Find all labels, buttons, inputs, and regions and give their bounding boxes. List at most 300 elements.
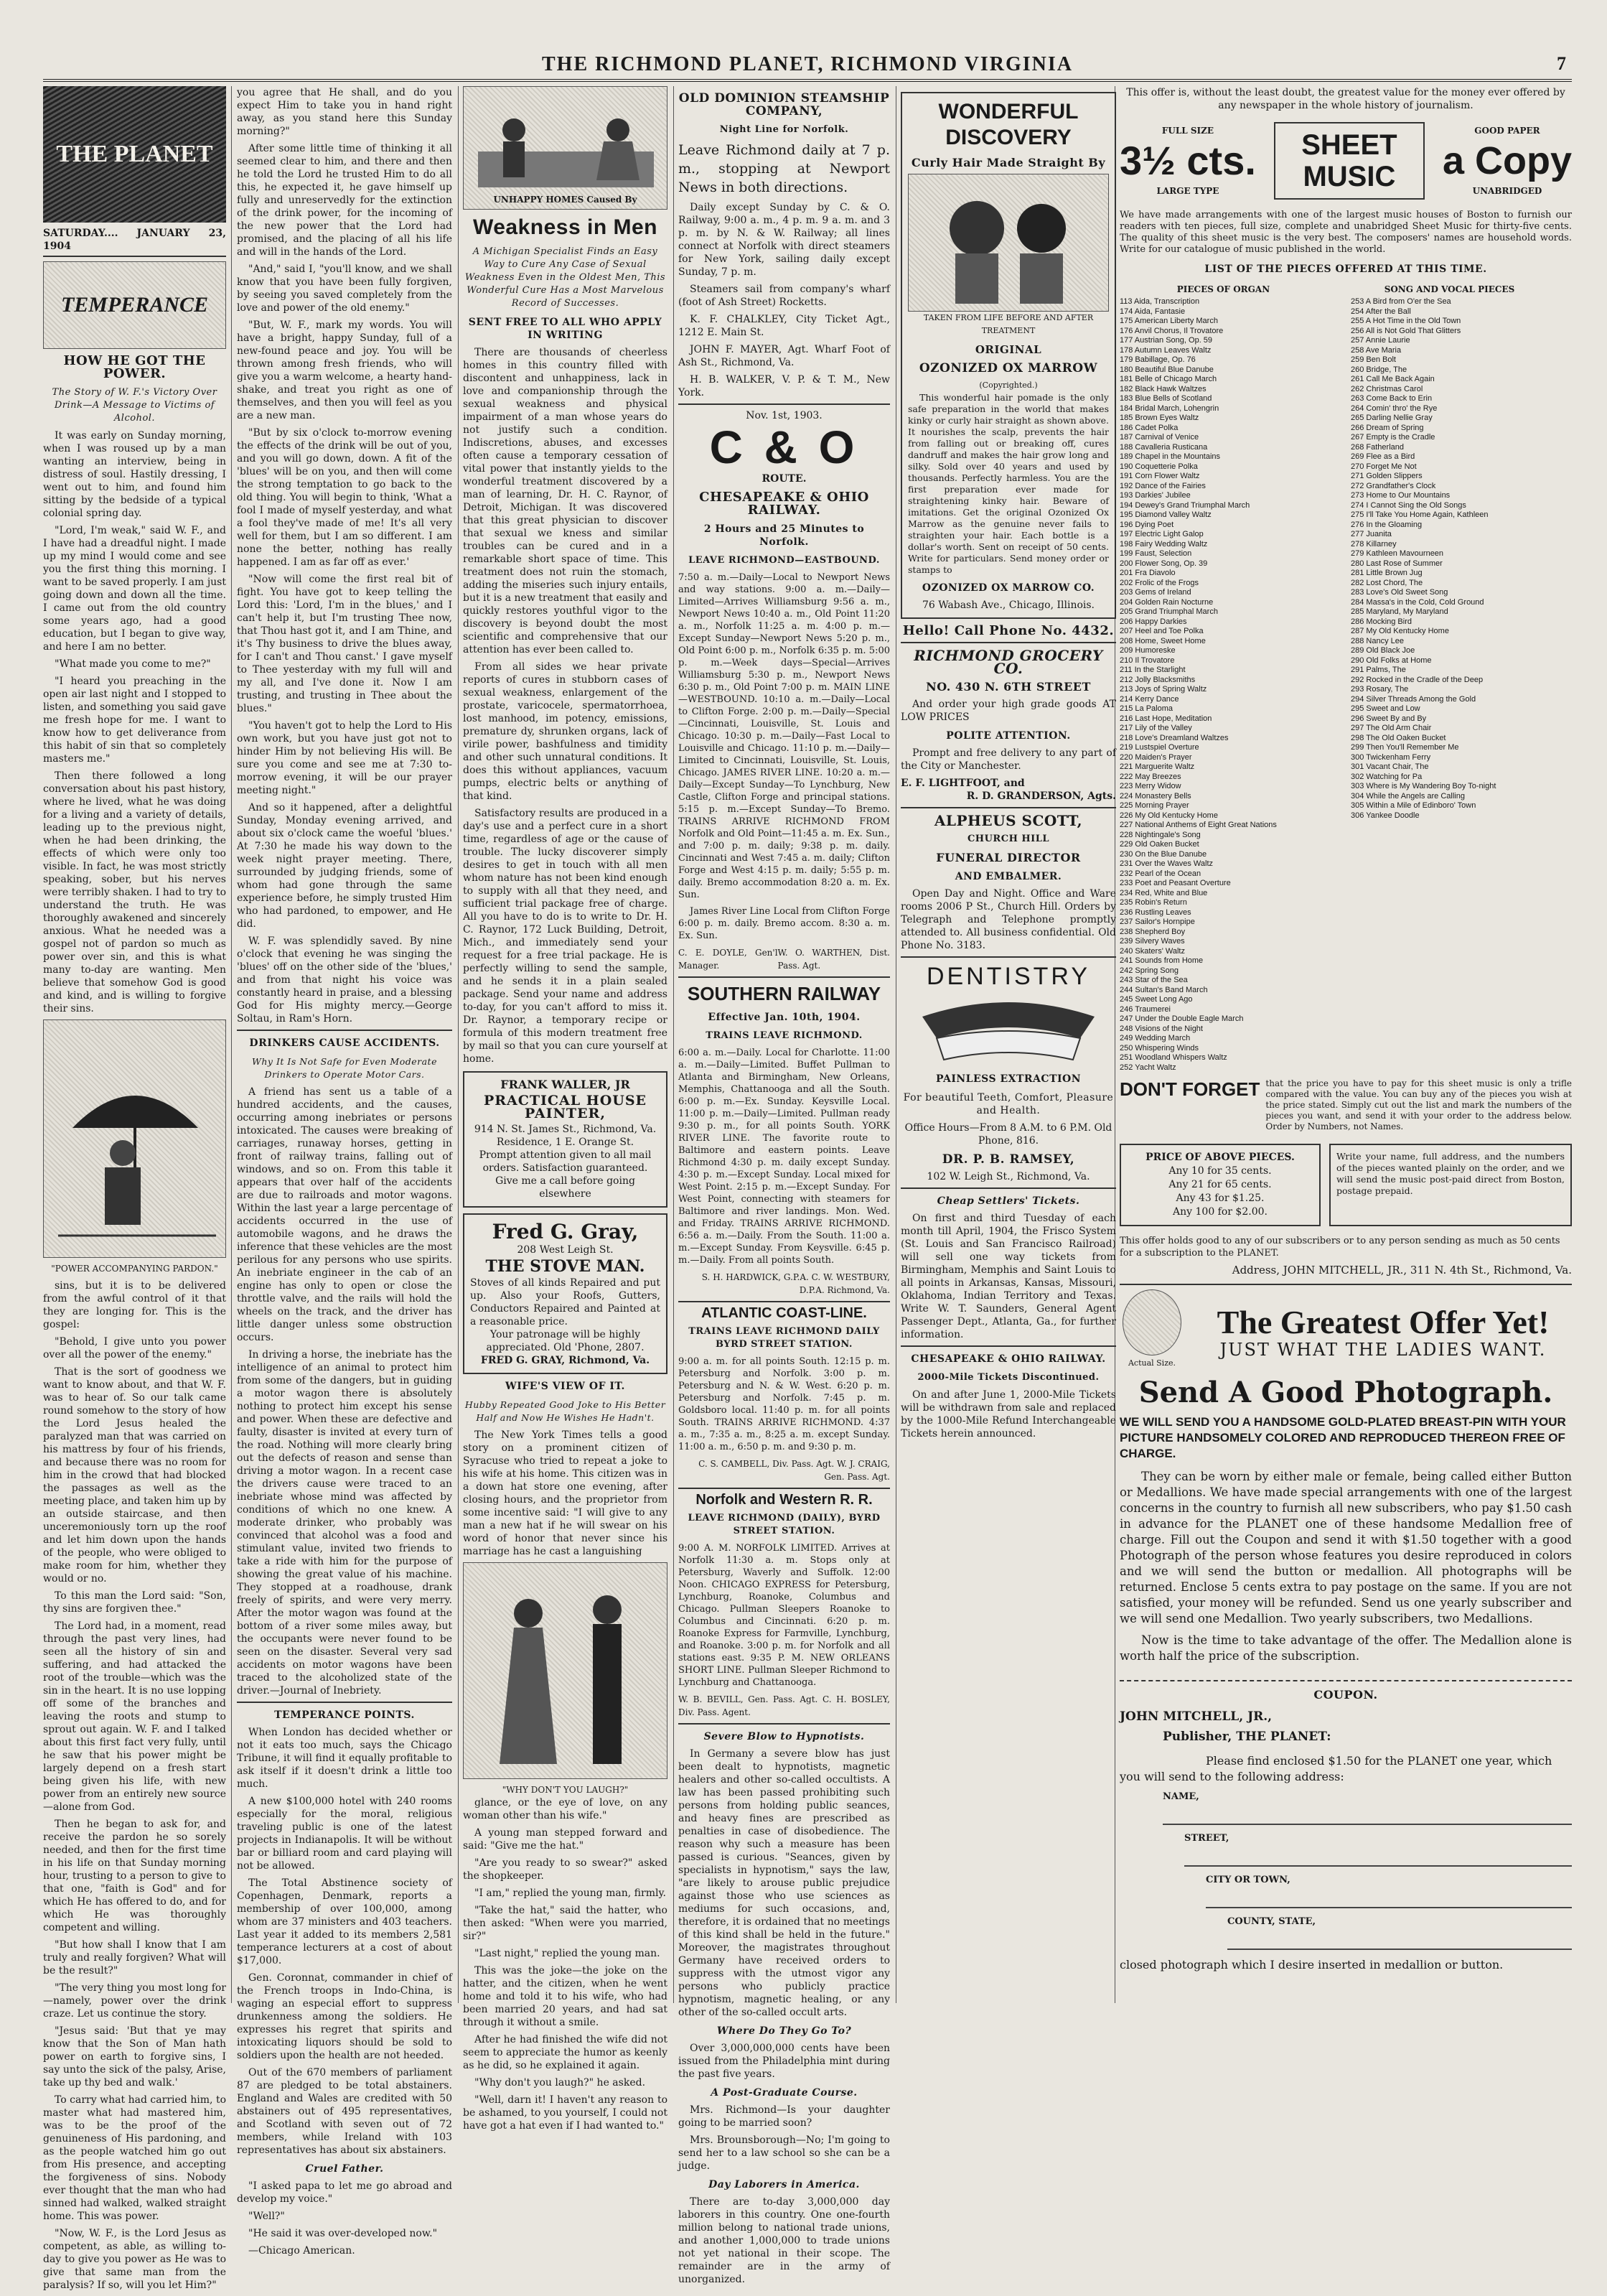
music-piece-item: 270 Forget Me Not <box>1351 462 1417 471</box>
music-piece-item: 283 Love's Old Sweet Song <box>1351 588 1448 597</box>
teeth-illustration <box>901 995 1116 1067</box>
music-piece-item: 306 Yankee Doodle <box>1351 811 1420 820</box>
music-piece-item: 196 Dying Poet <box>1120 520 1174 529</box>
as-paragraph: Open Day and Night. Office and Ware rooms 2006 P St., Church Hill. Orders by Telegraph and Telephone promptly attended to. All business confidential. Old Phone No. 3183. <box>901 888 1116 951</box>
music-piece-item: 177 Austrian Song, Op. 59 <box>1120 336 1213 345</box>
phone-notice: Hello! Call Phone No. 4432. <box>902 623 1115 638</box>
acl-signature: C. S. CAMBELL, Div. Pass. Agt. W. J. CRAIG, Gen. Pass. Agt. <box>698 1459 890 1482</box>
od-leave: Leave Richmond daily at 7 p. m., stopping at Newport News in both directions. <box>678 142 890 195</box>
music-piece-item: 291 Palms, The <box>1351 666 1406 674</box>
hyp-head: Severe Blow to Hypnotists. <box>703 1731 865 1742</box>
music-piece-item: 253 A Bird from O'er the Sea <box>1351 297 1451 306</box>
article-paragraph: "Why don't you laugh?" he asked. <box>474 2077 646 2089</box>
article-paragraph: The New York Times tells a good story on a prominent citizen of Syracuse who tried to repeat a joke to his wife at his home. This citizen was in a down hat store one evening, after closing hours, and the proprietor from some incentive said: "I will give to any man a new hat if he will swear on his word of honor that never since his marriage has he cast a languishing <box>463 1429 667 1557</box>
divider <box>901 1187 1116 1189</box>
waller-name: FRANK WALLER, JR <box>500 1078 630 1091</box>
article-paragraph: When London has decided whether or not it eats too much, says the Chicago Tribune, it will find it equally profitable to ask itself if it doesn't drink a little too much. <box>237 1727 452 1790</box>
divider <box>901 1345 1116 1347</box>
music-piece-item: 276 In the Gloaming <box>1351 520 1423 529</box>
why-dont-you-laugh-cartoon <box>463 1562 667 1779</box>
list-headers <box>1120 281 1572 297</box>
gray-signature: FRED G. GRAY, Richmond, Va. <box>480 1355 650 1366</box>
music-piece-item: 244 Sultan's Band March <box>1120 985 1208 994</box>
sheet-top-note: This offer is, without the least doubt, the greatest value for the money ever offered by any newspaper in the whole history of journalism. <box>1126 87 1565 111</box>
price-box-line: Any 10 for 35 cents. <box>1168 1165 1272 1177</box>
music-piece-item: 229 Old Oaken Bucket <box>1120 840 1199 849</box>
article-paragraph: "You haven't got to help the Lord to His own work, but you have just got not to hinder Him by not believing His will. Be sure you come and see me at 7:30 to-morrow evening, it will be our prayer meeting night." <box>237 720 452 796</box>
rg-paragraph: And order your high grade goods AT LOW PRICES <box>901 699 1116 723</box>
unhappy-homes-cartoon <box>463 86 667 210</box>
dont-forget: DON'T FORGET <box>1120 1078 1260 1100</box>
divider <box>678 403 890 405</box>
music-piece-item: 299 Then You'll Remember Me <box>1351 743 1459 752</box>
music-piece-item: 216 Last Hope, Meditation <box>1120 714 1212 723</box>
music-piece-item: 255 A Hot Time in the Old Town <box>1351 317 1461 325</box>
gray-name: Fred G. Gray, <box>492 1220 639 1243</box>
sr-agents: S. H. HARDWICK, G.P.A. C. W. WESTBURY, D.P.A. Richmond, Va. <box>701 1272 890 1295</box>
music-piece-item: 224 Monastery Bells <box>1120 791 1191 801</box>
waller-ad <box>463 1071 667 1208</box>
article-paragraph: Gen. Coronnat, commander in chief of the French troops in Indo-China, is waging an especial effort to suppress drunkenness among the soldiers. He expresses his regret that spirits and intoxicating liquors should be sold to soldiers upon the health are not heeded. <box>237 1972 452 2061</box>
man-with-umbrella-icon <box>44 1020 227 1257</box>
music-piece-item: 218 Love's Dreamland Waltzes <box>1120 733 1229 742</box>
wd-product: OZONIZED OX MARROW <box>919 361 1098 375</box>
dent-address: 102 W. Leigh St., Richmond, Va. <box>927 1171 1090 1182</box>
divider <box>901 642 1116 643</box>
wonderful-discovery-ad <box>901 92 1116 619</box>
article-paragraph: "He said it was over-developed now." <box>248 2228 438 2239</box>
article-paragraph: "But by six o'clock to-morrow evening the effects of the drink will be out of you, and you will go down, down. A fit of the 'blues' will be on you, and then will come the strong temptation to go back to the old thing. You will begin to think, 'What a fool I made of myself yesterday, and what a fool they've made of me! It's all very well for them, but I am so different. I am none the better, nothing has really happened. I am as far off as ever.' <box>237 427 452 568</box>
article-paragraph: The Total Abstinence society of Copenhagen, Denmark, reports a membership of over 100,000, among whom are 37 ministers and 403 teachers. Last year it added to its members 2,581 temperance lecturers at a cost of about $17,000. <box>237 1877 452 1966</box>
article-paragraph: "Lord, I'm weak," said W. F., and I have had a dreadful night. I made up my mind I would come and see you the first thing this morning. I want to be saved properly. I am just going down and down all the time. I came out from the old country some years ago, had a good education, but I began to give way, and here I am no better. <box>43 525 226 653</box>
music-piece-item: 247 Under the Double Eagle March <box>1120 1014 1244 1023</box>
waller-trade: PRACTICAL HOUSE PAINTER, <box>483 1093 647 1121</box>
music-piece-item: 181 Belle of Chicago March <box>1120 375 1217 383</box>
music-piece-item: 220 Maiden's Prayer <box>1120 752 1192 762</box>
co-leave: LEAVE RICHMOND—EASTBOUND. <box>688 555 880 566</box>
music-piece-item: 183 Blue Bells of Scotland <box>1120 394 1212 403</box>
offer-address: Address, JOHN MITCHELL, JR., 311 N. 4th St., Richmond, Va. <box>1232 1264 1572 1277</box>
subhead-power: The Story of W. F.'s Victory Over Drink—A Message to Victims of Alcohol. <box>52 387 217 424</box>
music-piece-item: 272 Grandfather's Clock <box>1351 481 1436 490</box>
music-piece-item: 240 Skaters' Waltz <box>1120 946 1185 956</box>
music-piece-item: 258 Ave Maria <box>1351 345 1402 355</box>
music-piece-item: 175 American Liberty March <box>1120 317 1218 325</box>
divider <box>1120 1284 1572 1285</box>
gray-ad <box>463 1213 667 1374</box>
medallion-portrait-icon <box>1123 1289 1181 1355</box>
cartoon-caption: UNHAPPY HOMES Caused By <box>493 195 637 205</box>
music-piece-item: 256 All is Not Gold That Glitters <box>1351 326 1461 335</box>
acl-sub: TRAINS LEAVE RICHMOND DAILY BYRD STREET STATION. <box>688 1326 880 1350</box>
as-head: ALPHEUS SCOTT, <box>934 812 1083 829</box>
sr-leave: TRAINS LEAVE RICHMOND. <box>706 1030 863 1041</box>
gray-title: THE STOVE MAN. <box>485 1257 645 1276</box>
where-head: Where Do They Go To? <box>716 2025 852 2037</box>
music-piece-item: 210 Il Trovatore <box>1120 655 1175 665</box>
music-piece-item: 203 Gems of Ireland <box>1120 588 1191 597</box>
column-2 <box>237 86 452 2262</box>
before-after-portrait-icon <box>909 174 1110 311</box>
coupon-title: COUPON. <box>1313 1688 1378 1702</box>
music-piece-item: 213 Joys of Spring Waltz <box>1120 685 1207 694</box>
music-piece-item: 200 Flower Song, Op. 39 <box>1120 559 1208 568</box>
music-piece-item: 290 Old Folks at Home <box>1351 655 1432 665</box>
couple-standing-icon <box>464 1563 668 1778</box>
music-piece-item: 211 In the Starlight <box>1120 666 1186 674</box>
list-right-head: SONG AND VOCAL PIECES <box>1384 284 1515 294</box>
music-piece-item: 215 La Paloma <box>1120 704 1173 713</box>
music-piece-item: 221 Marguerite Waltz <box>1120 762 1195 771</box>
music-piece-item: 197 Electric Light Galop <box>1120 530 1204 538</box>
music-piece-item: 241 Sounds from Home <box>1120 956 1204 965</box>
music-piece-item: 284 Massa's in the Cold, Cold Ground <box>1351 597 1484 607</box>
article-paragraph: Then he began to ask for, and receive the pardon he so sorely needed, and then for the first time in his life on that Sunday morning hour, trusting to a person to give to that one, "faith is God" and for which He has offered to do, and for which He was thoroughly competent and willing. <box>43 1819 226 1933</box>
nw-head: Norfolk and Western R. R. <box>695 1492 873 1508</box>
article-paragraph: "I heard you preaching in the open air last night and I stopped to listen, and something you said gave me fresh hope for me. I want to know how to get deliverance from this habit of sin that so completely masters me." <box>43 676 226 765</box>
music-piece-item: 198 Fairy Wedding Waltz <box>1120 539 1208 549</box>
article-paragraph: you agree that He shall, and do you expect Him to take you in hand right away, as you stand here this Sunday morning?" <box>237 87 452 137</box>
wd-head: WONDERFUL DISCOVERY <box>938 100 1079 149</box>
article-paragraph: After he had finished the wife did not seem to appreciate the humor as keenly as he did, so he explained it again. <box>463 2034 667 2071</box>
dl-head: Day Laborers in America. <box>708 2179 860 2190</box>
music-piece-item: 250 Whispering Winds <box>1120 1043 1199 1053</box>
gray-address: 208 West Leigh St. <box>517 1244 614 1256</box>
planet-logo-text: THE PLANET <box>56 141 213 167</box>
good-paper: GOOD PAPER <box>1474 126 1540 136</box>
sent-free-head: SENT FREE TO ALL WHO APPLY IN WRITING <box>468 317 662 341</box>
music-piece-item: 289 Old Black Joe <box>1351 646 1415 655</box>
music-piece-item: 262 Christmas Carol <box>1351 384 1423 393</box>
wd-copy: (Copyrighted.) <box>979 381 1038 390</box>
field-city-label: CITY OR TOWN, <box>1206 1875 1290 1885</box>
article-paragraph: Mrs. Brounsborough—No; I'm going to send her to a law school so she can be a judge. <box>678 2134 890 2172</box>
od-paragraph: Steamers sail from company's wharf (foot of Ash Street) Rocketts. <box>678 284 890 308</box>
music-piece-item: 205 Grand Triumphal March <box>1120 607 1218 616</box>
sheet-list-title: LIST OF THE PIECES OFFERED AT THIS TIME. <box>1204 263 1487 275</box>
subhead-accidents: Why It Is Not Safe for Even Moderate Drinkers to Operate Motor Cars. <box>252 1056 437 1080</box>
large-type: LARGE TYPE <box>1156 186 1219 196</box>
article-paragraph: "And," said I, "you'll know, and we shall know that you have been fully forgiven, by seeing you saved completely from the love and power of the old enemy." <box>237 263 452 314</box>
music-piece-item: 182 Black Hawk Waltzes <box>1120 384 1207 393</box>
music-piece-item: 190 Coquetterie Polka <box>1120 462 1198 471</box>
coupon-foot: closed photograph which I desire inserted in medallion or button. <box>1120 1958 1504 1971</box>
music-piece-item: 266 Dream of Spring <box>1351 423 1424 432</box>
od-paragraph: JOHN F. MAYER, Agt. Wharf Foot of Ash St., Richmond, Va. <box>678 344 890 368</box>
rg-head: RICHMOND GROCERY CO. <box>914 647 1103 677</box>
waller-prompt: Prompt attention given to all mail orders. Satisfaction guaranteed. <box>479 1149 652 1174</box>
music-piece-item: 243 Star of the Sea <box>1120 976 1188 984</box>
music-piece-item: 267 Empty is the Cradle <box>1351 433 1435 442</box>
article-paragraph: There are to-day 3,000,000 day laborers in this country. One one-fourth million belong to national trade unions, and another 1,000,000 to trade unions not yet national in their scope. The remainder are in the army of unorganized. <box>678 2196 890 2285</box>
column-rule <box>458 86 459 2003</box>
pg-head: A Post-Graduate Course. <box>711 2087 858 2099</box>
rg-sig2: R. D. GRANDERSON, Agts. <box>966 790 1116 802</box>
medallion-block <box>1120 1289 1184 1371</box>
dont-forget-row <box>1120 1078 1572 1132</box>
article-paragraph: "Last night," replied the young man. <box>474 1948 660 1959</box>
music-piece-item: 193 Darkies' Jubilee <box>1120 491 1191 500</box>
music-piece-item: 195 Diamond Valley Waltz <box>1120 510 1212 519</box>
music-piece-item: 228 Nightingale's Song <box>1120 830 1201 839</box>
article-paragraph: sins, but it is to be delivered from the awful control of it that they are longing for. This is the gospel: <box>43 1280 226 1330</box>
actual-size: Actual Size. <box>1128 1358 1176 1368</box>
music-piece-item: 187 Carnival of Venice <box>1120 433 1199 442</box>
music-piece-item: 230 On the Blue Danube <box>1120 849 1207 859</box>
co-date: Nov. 1st, 1903. <box>746 410 823 421</box>
column-rule <box>231 86 232 2003</box>
music-piece-item: 178 Autumn Leaves Waltz <box>1120 345 1212 355</box>
music-piece-item: 280 Last Rose of Summer <box>1351 559 1443 568</box>
music-piece-item: 302 Watching for Pa <box>1351 772 1423 781</box>
music-piece-item: 248 Visions of the Night <box>1120 1024 1203 1033</box>
music-piece-item: 231 Over the Waves Waltz <box>1120 859 1214 868</box>
article-paragraph: To this man the Lord said: "Son, thy sins are forgiven thee." <box>43 1590 226 1615</box>
music-piece-item: 285 Maryland, My Maryland <box>1351 607 1448 616</box>
music-piece-item: 235 Robin's Return <box>1120 898 1187 907</box>
music-piece-item: 277 Juanita <box>1351 530 1392 538</box>
article-paragraph: On and after June 1, 2000-Mile Tickets will be withdrawn from sale and replaced by the 1000-Mile Refund Interchangeable Tickets herein announced. <box>901 1389 1116 1439</box>
gp-paragraph: Now is the time to take advantage of the offer. The Medallion alone is worth half the price of the subscription. <box>1120 1633 1572 1663</box>
article-paragraph: Over 3,000,000,000 cents have been issued from the Philadelphia mint during the past five years. <box>678 2043 890 2080</box>
wd-sub: Curly Hair Made Straight By <box>911 156 1106 169</box>
article-paragraph: "Are you ready to so swear?" asked the shopkeeper. <box>463 1857 667 1882</box>
street-field[interactable] <box>1184 1847 1572 1867</box>
waller-residence: Residence, 1 E. Orange St. <box>496 1137 634 1148</box>
city-field[interactable] <box>1206 1888 1572 1908</box>
music-piece-item: 259 Ben Bolt <box>1351 355 1396 364</box>
list-left-head: PIECES OF ORGAN <box>1176 284 1270 294</box>
music-piece-item: 223 Merry Widow <box>1120 782 1181 790</box>
music-piece-item: 219 Lustspiel Overture <box>1120 743 1199 752</box>
gray-text: Stoves of all kinds Repaired and put up. Also your Roofs, Gutters, Conductors Repaired and Painted at a reasonable price. <box>470 1277 660 1327</box>
music-piece-item: 199 Faust, Selection <box>1120 549 1192 558</box>
headline-wife: WIFE'S VIEW OF IT. <box>505 1381 625 1392</box>
wd-orig: ORIGINAL <box>975 343 1042 356</box>
co-schedule: 7:50 a. m.—Daily—Local to Newport News and way stations. 9:00 a. m.—Daily—Limited—Arrives Williamsburg 9:56 a. m., Newport News 10:40 a. m., Old Point 11:20 a. m., Norfolk 11:25 a. m. 4:00 p. m.—Except Sunday—Newport News 5:20 p. m., Old Point 6:00 p. m., Norfolk 6:35 p. m. 5:00 p. m.—Week days—Special—Arrives Williamsburg 5:30 p. m., Newport News 6:30 p. m., Old Point 7:00 p. m. MAIN LINE—WESTBOUND. 10:10 a. m.—Daily—Local to Clifton Forge. 2:00 p. m.—Daily—Special—Cincinnati, Louisville, St. Louis and Chicago. 10:30 p. m.—Daily—Fast Local to Louisville and Chicago. 11:10 p. m.—Daily—Limited to Cincinnati, Louisville, St. Louis, Chicago. JAMES RIVER LINE. 10:20 a. m.—Daily—Except Sunday—To Lynchburg, New Castle, Clifton Forge and principal stations. 5:15 p. m.—Except Sunday—To Bremo. TRAINS ARRIVE RICHMOND FROM Norfolk and Old Point—11:45 a. m. Ex. Sun., and 7:00 p. m. daily; 9:38 p. m. daily. Cincinnati and West 7:45 a. m. daily; Clifton Forge and West 4:15 p. m. daily; 5:55 p. m. daily. Bremo accommodation 8:20 a. m. Ex. Sun. <box>678 572 890 900</box>
dont-forget-text: that the price you have to pay for this sheet music is only a trifle compared with the value. You can buy any of the pieces you wish at the price stated. Simply cut out the list and mark the numbers of the pieces you want, and send it with your order to the address below. Order by Numbers, not Names. <box>1265 1078 1572 1131</box>
music-piece-item: 305 Within a Mile of Edinboro' Town <box>1351 801 1476 810</box>
music-piece-item: 292 Rocked in the Cradle of the Deep <box>1351 675 1484 684</box>
gp-paragraph: They can be worn by either male or female, being called either Button or Medallions. We have made special arrangements with one of the largest concerns in the country to furnish all new subscribers, who pay $1.50 cash in advance for the PLANET one of these handsome Medallion free of charge. Fill out the Coupon and send it with $1.50 together with a good Photograph of the person whose features you desire reproduced in colors and we will send the button or medallion. All photographs will be returned. Enclose 5 cents extra to pay postage on the same. If you are not satisfied, your money will be refunded. Send us one yearly subscriber and we will send one Medallion. Two yearly subscribers, two Medallions. <box>1120 1470 1572 1625</box>
music-piece-item: 279 Kathleen Mavourneen <box>1351 549 1444 558</box>
article-paragraph: Then there followed a long conversation about his past history, where he lived, what he was doing for a living and a variety of details, leading up to the previous night, when he had been drinking, the effects of which were only too visible. In fact, he was most strictly speaking, sober, but his nerves were terribly shaken. I had to try to understand the truth. He was thoroughly awakened and sincerely anxious. What he needed was a gospel not of pardon so much as power over sin, and this is what many to-day are wanting. Men believe that somehow God is good and kind, and is willing to forgive their sins. <box>43 770 226 1014</box>
article-paragraph: A friend has sent us a table of a hundred accidents, and the causes, occurring among inebriates or persons intoxicated. The causes were breaking of carriages, runaway horses, getting in front of railway trains, falling out of windows, and so on. From this table it appears that over half of the accidents are due to railroads and motor wagons. Within the last year a large percentage of accidents occurred in the use of automobile wagons, and he draws the inference that these vehicles are the most perilous for any persons who use spirits. An inebriate engineer in the cab of an engine has only to open or close the throttle valve, and the rails will hold the wheels on the track, and the driver has little danger unless some obstruction occurs. <box>237 1086 452 1343</box>
nw-sub: LEAVE RICHMOND (DAILY), BYRD STREET STATION. <box>688 1513 881 1536</box>
music-piece-item: 254 After the Ball <box>1351 307 1411 316</box>
field-county-label: COUNTY, STATE, <box>1227 1916 1316 1927</box>
music-piece-item: 251 Woodland Whispers Waltz <box>1120 1053 1227 1062</box>
co-name: CHESAPEAKE & OHIO RAILWAY. <box>699 490 869 518</box>
cartoon2-caption: "WHY DON'T YOU LAUGH?" <box>502 1785 629 1795</box>
article-paragraph: "Now, W. F., is the Lord Jesus as competent, as able, as willing to-day to give you power as He was to give that same man from the paralysis? If so, will you let Him?" <box>43 2228 226 2291</box>
divider <box>678 976 890 978</box>
music-piece-item: 288 Nancy Lee <box>1351 636 1404 645</box>
co-doyle: C. E. DOYLE, Gen'l Manager. <box>678 948 778 971</box>
co-signatures <box>678 946 890 972</box>
price-box-head: PRICE OF ABOVE PIECES. <box>1145 1152 1295 1163</box>
article-paragraph: "The very thing you most long for—namely, power over the drink craze. Let us continue the story. <box>43 1982 226 2020</box>
divider <box>901 956 1116 958</box>
greatest-titles <box>1194 1303 1572 1358</box>
article-paragraph: This was the joke—the joke on the hatter, and the citizen, when he went home and told it to his wife, who had been married 20 years, and had sat through it without a smile. <box>463 1965 667 2028</box>
as-emb: AND EMBALMER. <box>955 871 1062 882</box>
column-6 <box>1120 86 1572 1973</box>
issue-date: SATURDAY.... JANUARY 23, 1904 <box>43 227 226 257</box>
subhead-weakness: A Michigan Specialist Finds an Easy Way to Cure Any Case of Sexual Weakness Even in the Oldest Men, This Wonderful Cure Has a Most Marvelous Record of Successes. <box>464 246 666 309</box>
music-piece-item: 176 Anvil Chorus, Il Trovatore <box>1120 326 1224 335</box>
temperance-banner <box>43 261 226 349</box>
music-piece-item: 192 Dance of the Fairies <box>1120 481 1206 490</box>
music-piece-item: 188 Cavalleria Rusticana <box>1120 442 1208 452</box>
article-paragraph: glance, or the eye of love, on any woman other than his wife." <box>463 1797 667 1821</box>
rg-paragraph: Prompt and free delivery to any part of the City or Manchester. <box>901 747 1116 772</box>
article-paragraph: W. F. was splendidly saved. By nine o'clock that evening he was singing the 'blues' off on the other side of the 'blues,' and from that night his voice was constantly heard in praise, and a blessing God for His mighty mercy.—George Soltau, in Ram's Horn. <box>237 935 452 1025</box>
sheet-music-banner <box>1120 116 1572 205</box>
article-paragraph: "Behold, I give unto you power over all the power of the enemy." <box>43 1336 226 1361</box>
illustration-caption: "POWER ACCOMPANYING PARDON." <box>51 1264 218 1274</box>
music-piece-item: 271 Golden Slippers <box>1351 472 1423 480</box>
a-copy: a Copy <box>1442 139 1572 182</box>
denture-icon <box>901 995 1116 1067</box>
sheet-music-list <box>1120 297 1572 1073</box>
acl-head: ATLANTIC COAST-LINE. <box>701 1305 867 1321</box>
field-street-label: STREET, <box>1184 1833 1229 1844</box>
divider <box>678 1301 890 1302</box>
name-field[interactable] <box>1163 1805 1572 1825</box>
article-paragraph: "I asked papa to let me go abroad and develop my voice." <box>237 2180 452 2205</box>
waller-call: Give me a call before going elsewhere <box>495 1175 635 1200</box>
county-field[interactable] <box>1227 1930 1572 1950</box>
price-box-row <box>1120 1138 1572 1232</box>
music-piece-item: 281 Little Brown Jug <box>1351 569 1423 577</box>
rg-polite: POLITE ATTENTION. <box>946 730 1071 742</box>
music-piece-item: 294 Silver Threads Among the Gold <box>1351 694 1476 704</box>
sheet-music-title: SHEET MUSIC <box>1274 122 1425 200</box>
dent-p1: PAINLESS EXTRACTION <box>935 1073 1082 1085</box>
column-5 <box>901 86 1116 1445</box>
article-paragraph: In Germany a severe blow has just been dealt to hypnotists, magnetic healers and other so-called occultists. A law has been passed prohibiting such persons from holding public seances, and heavy fines are prescribed as penalties in case of disobedience. The reason why such a measure has been passed is curious. "Seances, given by specialists in hypnotism," says the law, "are likely to arouse public prejudice against those who use sciences as mediums for such occasions, and, therefore, it is ordained that no meetings of this kind shall be held in the future." Moreover, the magistrates throughout Germany have received orders to suppress with the utmost vigor any persons who publicly practice hypnotism, magnetic healing, or any other of the so-called occult arts. <box>678 1748 890 2018</box>
music-piece-item: 275 I'll Take You Home Again, Kathleen <box>1351 510 1489 519</box>
sheet-price: 3½ cts. <box>1120 138 1256 183</box>
article-paragraph: "Jesus said: 'But that ye may know that the Son of Man hath power on earth to forgive sins, I say unto the sick of the palsy, Arise, take up thy bed and walk.' <box>43 2025 226 2089</box>
wd-address: 76 Wabash Ave., Chicago, Illinois. <box>922 599 1095 611</box>
st-head: Cheap Settlers' Tickets. <box>937 1195 1080 1207</box>
gray-patronage: Your patronage will be highly appreciated. Old 'Phone, 2807. <box>486 1329 645 1353</box>
music-piece-item: 286 Mocking Bird <box>1351 617 1412 626</box>
article-paragraph: "But, W. F., mark my words. You will have a bright, happy Sunday, full of a new-found peace and joy. You will be thrown among fresh friends, who will give you a warm welcome, a hearty hand-shake, and treat you right as one of themselves, and then you will feel as you are a new man. <box>237 319 452 421</box>
rg-sig1: E. F. LIGHTFOOT, and <box>901 778 1025 789</box>
music-piece-item: 233 Poet and Peasant Overture <box>1120 879 1231 887</box>
music-piece-item: 180 Beautiful Blue Danube <box>1120 365 1214 374</box>
article-paragraph: Mrs. Richmond—Is your daughter going to be married soon? <box>678 2104 890 2129</box>
music-piece-item: 184 Bridal March, Lohengrin <box>1120 403 1219 413</box>
music-piece-item: 260 Bridge, The <box>1351 365 1407 374</box>
article-paragraph: And so it happened, after a delightful Sunday, Monday evening arrived, and about six o'clock came the woeful 'blues.' At 7:30 he made his way down to the week night prayer meeting. There, surrounded by judging friends, some of whom had gone through the same experience before, he simply trusted Him who had pardoned, to empower, and He did. <box>237 802 452 930</box>
od-head: OLD DOMINION STEAMSHIP COMPANY, <box>678 91 890 118</box>
co-warthen: W. O. WARTHEN, Dist. Pass. Agt. <box>777 948 890 971</box>
music-piece-item: 189 Chapel in the Mountains <box>1120 452 1221 461</box>
music-piece-item: 212 Jolly Blacksmiths <box>1120 675 1196 684</box>
sr-schedule: 6:00 a. m.—Daily. Local for Charlotte. 11:00 a. m.—Daily—Limited. Buffet Pullman to Atlanta and Birmingham, New Orleans, Memphis, Chattanooga and all the South. 6:00 p. m.—Ex. Sunday. Keysville Local. 11:00 p. m.—Daily—Limited. Pullman ready 9:30 p. m., for all points South. YORK RIVER LINE. The favorite route to Baltimore and eastern points. Leave Richmond 4:30 p. m. daily except Sunday. 4:30 p. m.—Except Sunday. Local mixed for West Point. 2:15 p. m.—Except Sunday. For West Point, connecting with steamers for Baltimore and river landings. Mon. Wed. and Friday. TRAINS ARRIVE RICHMOND. 6:56 a. m.—Daily. From the South. 11:00 a. m.—Except Sunday. From Keysville. 6:45 p. m.—Daily. From all points South. <box>678 1047 890 1266</box>
music-piece-item: 265 Darling Nellie Gray <box>1351 414 1433 422</box>
co2-disc: 2000-Mile Tickets Discontinued. <box>917 1372 1100 1383</box>
sheet-intro: We have made arrangements with one of the largest music houses of Boston to furnish our readers with ten pieces, full size, complete and unabridged Sheet Music for thirty-five cents. The quality of this sheet music is the very best. The composers' names are household words. Write for our catalogue of music published in the world. <box>1120 210 1572 255</box>
subhead-wife: Hubby Repeated Good Joke to His Better Half and Now He Wishes He Hadn't. <box>464 1399 666 1423</box>
music-piece-item: 287 My Old Kentucky Home <box>1351 627 1449 635</box>
rg-address: NO. 430 N. 6TH STREET <box>926 680 1091 694</box>
dent-p2: For beautiful Teeth, Comfort, Pleasure and Health. <box>903 1092 1114 1116</box>
music-piece-item: 185 Brown Eyes Waltz <box>1120 414 1199 422</box>
wd-caption: TAKEN FROM LIFE BEFORE AND AFTER TREATMENT <box>923 313 1094 335</box>
dent-p3: Office Hours—From 8 A.M. to 6 P.M. Old Phone, 816. <box>904 1122 1112 1147</box>
greatest-title: The Greatest Offer Yet! <box>1217 1304 1550 1340</box>
we-will-send: WE WILL SEND YOU A HANDSOME GOLD-PLATED BREAST-PIN WITH YOUR PICTURE HANDSOMELY COLORED AND REPRODUCED THEREON FREE OF CHARGE. <box>1120 1415 1566 1460</box>
music-piece-item: 263 Come Back to Erin <box>1351 394 1433 403</box>
music-piece-item: 217 Lily of the Valley <box>1120 724 1192 732</box>
music-piece-item: 269 Flee as a Bird <box>1351 452 1415 461</box>
music-piece-item: 301 Vacant Chair, The <box>1351 762 1429 771</box>
music-piece-item: 264 Comin' thro' the Rye <box>1351 403 1438 413</box>
music-piece-item: 246 Traumerei <box>1120 1004 1171 1014</box>
greatest-offer-head <box>1120 1289 1572 1371</box>
price-box <box>1120 1144 1321 1226</box>
article-paragraph: —Chicago American. <box>248 2245 355 2257</box>
music-piece-item: 236 Rustling Leaves <box>1120 907 1191 917</box>
music-piece-item: 191 Corn Flower Waltz <box>1120 472 1200 480</box>
masthead-title: THE RICHMOND PLANET, RICHMOND VIRGINIA <box>541 53 1073 75</box>
music-piece-item: 295 Sweet and Low <box>1351 704 1420 713</box>
co-time: 2 Hours and 25 Minutes to Norfolk. <box>703 523 865 548</box>
divider <box>901 807 1116 808</box>
music-piece-item: 227 National Anthems of Eight Great Nations <box>1120 821 1277 829</box>
od-paragraph: Daily except Sunday by C. & O. Railway, 9:00 a. m., 4 p. m. 9 a. m. and 3 p. m. by N. & W. Railway; all lines connect at Norfolk with direct steamers for New York, sailing daily except Sunday, 7 p. m. <box>678 202 890 278</box>
coupon-publisher: Publisher, THE PLANET: <box>1163 1730 1331 1744</box>
column-rule <box>673 86 674 2003</box>
headline-weakness: Weakness in Men <box>472 215 658 239</box>
music-piece-item: 261 Call Me Back Again <box>1351 375 1435 383</box>
music-piece-item: 249 Wedding March <box>1120 1034 1191 1042</box>
price-block <box>1120 123 1256 199</box>
column-3 <box>463 86 667 2137</box>
headline-accidents: DRINKERS CAUSE ACCIDENTS. <box>249 1037 440 1049</box>
field-name-label: NAME, <box>1163 1791 1199 1802</box>
music-piece-item: 225 Morning Prayer <box>1120 801 1189 810</box>
nw-schedule: 9:00 A. M. NORFOLK LIMITED. Arrives at Norfolk 11:30 a. m. Stops only at Petersburg, Waverly and Suffolk. 12:00 Noon. CHICAGO EXPRESS for Petersburg, Lynchburg, Roanoke, Columbus and Chicago. Pullman Sleepers Roanoke to Columbus and Cincinnati. 6:20 p. m. Roanoke Express for Farmville, Lynchburg, and Roanoke. 3:00 p. m. for Norfolk and all stations east. 9:35 P. M. NEW ORLEANS SHORT LINE. Pullman Sleeper Richmond to Lynchburg and Chattanooga. <box>678 1543 890 1688</box>
music-piece-item: 232 Pearl of the Ocean <box>1120 869 1201 878</box>
divider <box>237 1030 452 1031</box>
article-paragraph: It was early on Sunday morning, when I was roused up by a man wanting an interview, being in distress of soul. Hastily dressing, I went out to him, and found him sitting by the bedside of a typical colonial spring day. <box>43 430 226 519</box>
article-paragraph: "Now will come the first real bit of fight. You have got to keep telling the Lord this: 'Lord, I'm in the blues,' and I can't help it, but I'm trusting Thee now, that Thou hast got it, and I am Thine, and it's Thy business to drive the blues away, for I can't and Thou canst.' I gave myself to Thee yesterday with my full will and my all, and I've done it. Now I am trusting, and trusting in Thee about the blues." <box>237 574 452 714</box>
music-piece-item: 204 Golden Rain Nocturne <box>1120 597 1214 607</box>
coupon-cut-line <box>1120 1680 1572 1681</box>
music-piece-item: 208 Home, Sweet Home <box>1120 636 1206 645</box>
ladies-want: JUST WHAT THE LADIES WANT. <box>1219 1340 1547 1360</box>
article-paragraph: "Well, darn it! I haven't any reason to be ashamed, to you yourself, I could not have got a hat even if I had wanted to." <box>463 2094 667 2132</box>
wd-company: OZONIZED OX MARROW CO. <box>922 582 1095 594</box>
sr-head: SOUTHERN RAILWAY <box>687 983 881 1004</box>
article-paragraph: On first and third Tuesday of each month till April, 1904, the Frisco System (St. Louis and San Francisco Railroad) will sell one way tickets from Birmingham, Memphis and Saint Louis to all points in Arkansas, Kansas, Missouri, Oklahoma, Indian Territory and Texas. Write W. T. Saunders, General Agent Passenger Dept., Atlanta, Ga., for further information. <box>901 1213 1116 1340</box>
music-piece-item: 245 Sweet Long Ago <box>1120 995 1193 1004</box>
article-paragraph: The Lord had, in a moment, read through the past very lines, had seen all the history of sin and suffering, and had attacked the root of the trouble—which was the sin in the heart. It is no use lopping off some of the branches and leaving the roots and stump to sprout out again. W. F. and I talked about this first fact very fully, until he saw that his power might be largely depend on a fresh start being given his life, with new power from an entirely new source—alone from God. <box>43 1620 226 1813</box>
sr-effective: Effective Jan. 10th, 1904. <box>708 1012 861 1023</box>
music-piece-item: 202 Frolic of the Frogs <box>1120 578 1199 587</box>
article-paragraph: A young man stepped forward and said: "Give me the hat." <box>463 1827 667 1852</box>
od-paragraph: H. B. WALKER, V. P. & T. M., New York. <box>678 374 890 398</box>
music-piece-item: 300 Twickenham Ferry <box>1351 752 1431 762</box>
headline-power: HOW HE GOT THE POWER. <box>63 353 206 381</box>
masthead <box>43 50 1572 82</box>
